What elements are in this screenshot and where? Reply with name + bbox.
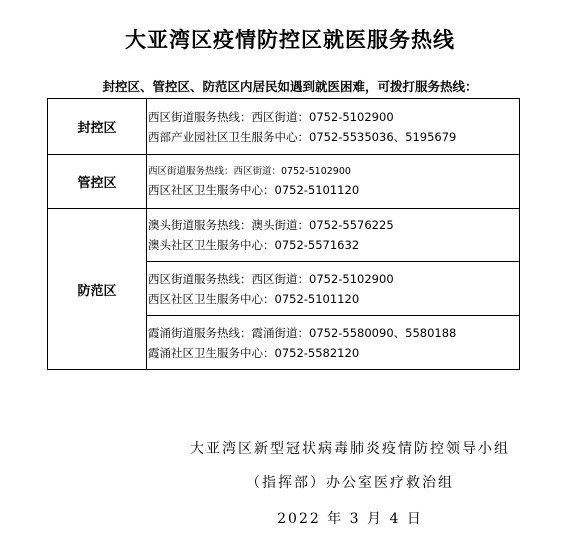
hotline-text: 西区街道服务热线：西区街道：0752-5102900 bbox=[148, 166, 351, 177]
hotline-cell bbox=[147, 99, 520, 155]
zone-name: 管控区 bbox=[48, 155, 147, 209]
signature-dept: （指挥部）办公室医疗救治组 bbox=[246, 475, 454, 491]
table-row bbox=[48, 155, 520, 209]
signature-date: 2022 年 3 月 4 日 bbox=[277, 511, 423, 527]
hotline-cell bbox=[147, 209, 520, 262]
hotline-text: 西区街道服务热线：西区街道：0752-5102900 bbox=[148, 109, 394, 124]
table-row bbox=[48, 209, 520, 262]
hotline-text: 霞涌社区卫生服务中心：0752-5582120 bbox=[148, 345, 360, 360]
hotline-text: 西部产业园社区卫生服务中心：0752-5535036、5195679 bbox=[148, 129, 457, 144]
hotline-text: 霞涌街道服务热线：霞涌街道：0752-5580090、5580188 bbox=[148, 325, 457, 340]
hotline-text: 澳头社区卫生服务中心：0752-5571632 bbox=[148, 238, 360, 252]
document-title: 大亚湾区疫情防控区就医服务热线 bbox=[125, 28, 455, 52]
hotline-text: 西区社区卫生服务中心：0752-5101120 bbox=[148, 291, 360, 306]
hotline-cell bbox=[147, 316, 520, 370]
hotline-text: 澳头街道服务热线：澳头街道：0752-5576225 bbox=[148, 218, 394, 232]
document-subtitle: 封控区、管控区、防范区内居民如遇到就医困难，可拨打服务热线： bbox=[102, 79, 478, 94]
hotline-cell bbox=[147, 155, 520, 209]
hotline-text: 西区街道服务热线：西区街道：0752-5102900 bbox=[148, 271, 394, 286]
hotline-text: 西区社区卫生服务中心：0752-5101120 bbox=[148, 183, 360, 197]
hotline-table bbox=[47, 98, 520, 370]
zone-name: 防范区 bbox=[48, 209, 147, 370]
hotline-cell bbox=[147, 262, 520, 316]
zone-name: 封控区 bbox=[48, 99, 147, 155]
table-row bbox=[48, 99, 520, 155]
signature-org: 大亚湾区新型冠状病毒肺炎疫情防控领导小组 bbox=[190, 441, 510, 457]
